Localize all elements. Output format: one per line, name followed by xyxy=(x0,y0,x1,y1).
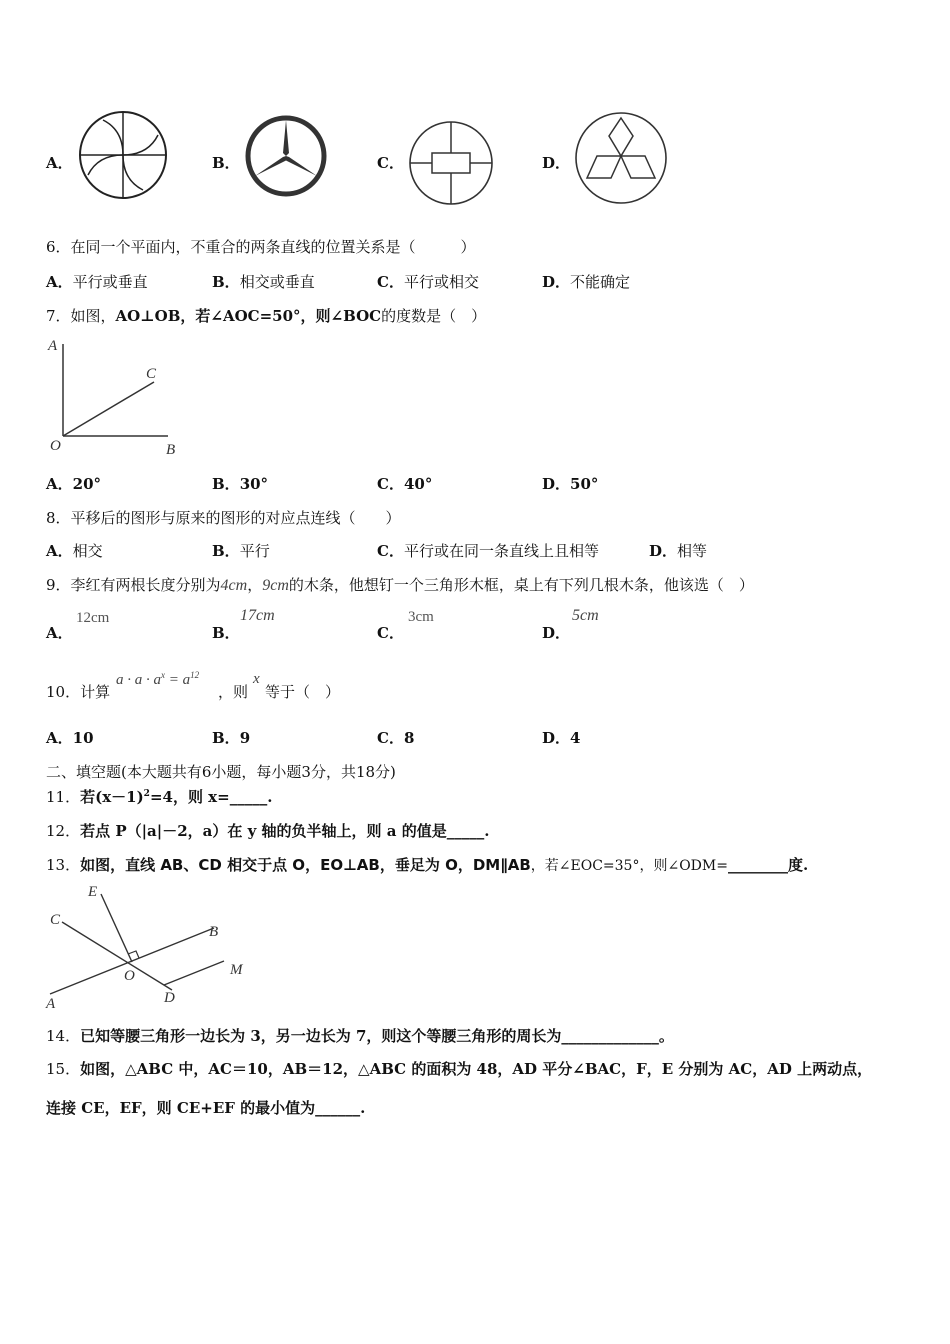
q10-option-b xyxy=(212,727,250,748)
q13-c2: ， xyxy=(457,856,473,874)
q8-option-d xyxy=(649,540,707,561)
q9-option-d-label: D． xyxy=(542,624,571,642)
q6-option-d-label: D． xyxy=(542,273,571,291)
q10-num: 10．计算 xyxy=(46,683,111,701)
q10-option-a-text: 10 xyxy=(72,729,94,747)
q14-text: 已知等腰三角形一边长为 3，另一边长为 7，则这个等腰三角形的周长为 xyxy=(80,1027,562,1045)
q9-option-c-label: C． xyxy=(377,624,404,642)
q13-eo-ab: EO⊥AB xyxy=(320,856,380,874)
q9-stem-a: 9．李红有两根长度分别为 xyxy=(46,576,221,594)
section-heading: 二、填空题(本大题共有6小题，每小题3分，共18分) xyxy=(46,763,396,781)
q7-option-d-label: D． xyxy=(542,475,571,493)
q10-option-a xyxy=(46,727,94,748)
q8-option-d-label: D． xyxy=(649,542,678,560)
q11-num: 11． xyxy=(46,788,81,806)
q7-label-b: B xyxy=(166,442,176,458)
q13-line-eo xyxy=(101,894,132,962)
q15-line1 xyxy=(46,1058,872,1079)
q10-expr-exp2: 12 xyxy=(190,670,200,680)
q13-o2: O xyxy=(445,856,458,874)
q10-option-a-label: A． xyxy=(46,729,73,747)
q8-option-b xyxy=(212,540,270,561)
q13-end: 度. xyxy=(787,856,809,874)
q10-option-c-label: C． xyxy=(377,729,404,747)
q13-ab-cd: AB、CD xyxy=(160,856,222,874)
q13-label-o: O xyxy=(124,968,135,984)
q10-var: x xyxy=(253,671,260,687)
q9-sep: ， xyxy=(247,576,263,594)
q11 xyxy=(46,786,272,807)
q15-end: . xyxy=(360,1099,366,1117)
q11-sup: 2 xyxy=(143,789,150,799)
q15-blank: ______ xyxy=(315,1099,361,1117)
mercedes-star-icon xyxy=(245,115,327,197)
q8-option-c xyxy=(377,540,599,561)
q7-label-a: A xyxy=(48,338,58,354)
q10-option-b-text: 9 xyxy=(239,729,251,747)
q7-option-b xyxy=(212,473,268,494)
q6-option-c xyxy=(377,271,479,292)
q6-option-c-text: 平行或相交 xyxy=(403,273,479,291)
q13-line-dm xyxy=(164,961,224,985)
q9-option-b-text: 17cm xyxy=(240,607,275,624)
q7-option-a-text: 20° xyxy=(72,475,102,493)
q10-expr xyxy=(116,670,199,689)
q8-option-c-label: C． xyxy=(377,542,404,560)
q11-blank: _____ xyxy=(229,788,268,806)
q14-num: 14． xyxy=(46,1027,81,1045)
q12 xyxy=(46,820,489,841)
q6-option-b-label: B． xyxy=(212,273,240,291)
q13-text-a: 如图，直线 xyxy=(80,856,161,874)
q14-blank: _____________ xyxy=(561,1027,659,1045)
q8-option-a xyxy=(46,540,103,561)
q11-a: 若(x－1) xyxy=(80,788,144,806)
q6-option-d xyxy=(542,271,630,292)
q9-stem-b: 的木条，他想钉一个三角形木框，桌上有下列几根木条，他该选（ ） xyxy=(288,576,754,594)
q7-ray-oc xyxy=(63,382,154,436)
q5-option-c-label: C． xyxy=(377,154,404,172)
q10-option-d-text: 4 xyxy=(570,729,581,747)
circle-rectangle-icon xyxy=(408,120,494,206)
q11-b: =4，则 x= xyxy=(149,788,230,806)
q11-end: . xyxy=(267,788,273,806)
q13-blank: ________ xyxy=(727,856,788,874)
q6-option-d-text: 不能确定 xyxy=(570,273,631,291)
q13-text-b: 相交于点 xyxy=(221,856,293,874)
q9-option-a-text: 12cm xyxy=(76,610,110,626)
q13-c1: ， xyxy=(305,856,321,874)
q10-option-c-text: 8 xyxy=(403,729,415,747)
q12-text: 若点 P（|a|－2，a）在 y 轴的负半轴上，则 a 的值是 xyxy=(80,822,447,840)
q9-len2: 9cm xyxy=(262,577,289,594)
q7-option-b-label: B． xyxy=(212,475,240,493)
q12-blank: _____ xyxy=(446,822,485,840)
q7-option-c xyxy=(377,473,432,494)
q10-mid: ，则 xyxy=(218,683,249,701)
q13-o: O xyxy=(292,856,306,874)
q8-option-a-text: 相交 xyxy=(72,542,103,560)
q13-label-c: C xyxy=(50,912,61,928)
q7-option-a-label: A． xyxy=(46,475,73,493)
q8-stem: 8．平移后的图形与原来的图形的对应点连线（ ） xyxy=(46,509,401,527)
q13-num: 13． xyxy=(46,856,81,874)
q10-expr-eq: = a xyxy=(165,672,191,688)
q13-text-d: ，若∠EOC=35°，则∠ODM= xyxy=(530,858,728,874)
q14 xyxy=(46,1025,674,1046)
q9-option-b-label: B． xyxy=(212,624,240,642)
q8-option-c-text: 平行或在同一条直线上且相等 xyxy=(403,542,599,560)
q5-option-a-label: A． xyxy=(46,154,73,172)
q7-num: 7．如图， xyxy=(46,307,116,325)
q10-option-d-label: D． xyxy=(542,729,571,747)
q10-option-b-label: B． xyxy=(212,729,240,747)
q9-option-d-text: 5cm xyxy=(572,607,599,624)
q7-option-b-text: 30° xyxy=(239,475,269,493)
q5-option-d-label: D． xyxy=(542,154,571,172)
q7-stem-end: 的度数是（ ） xyxy=(381,307,487,325)
q7-stem-bold: AO⊥OB，若∠AOC=50°，则∠BOC xyxy=(115,307,382,325)
q9-option-c-text: 3cm xyxy=(408,609,434,625)
q7-option-a xyxy=(46,473,101,494)
q13-text-c: ，垂足为 xyxy=(379,856,446,874)
q9-option-a-label: A． xyxy=(46,624,73,642)
q6-option-a xyxy=(46,271,148,292)
q10-expr-base: a · a · a xyxy=(116,672,161,688)
q15-line2 xyxy=(46,1097,365,1118)
q15-line1-text: 如图，△ABC 中，AC＝10，AB＝12，△ABC 的面积为 48，AD 平分∠BAC，F，E 分别为 AC，AD 上两动点， xyxy=(80,1060,873,1078)
q7-option-d xyxy=(542,473,598,494)
q12-end: . xyxy=(484,822,490,840)
q13-label-a: A xyxy=(46,996,56,1012)
q6-option-b-text: 相交或垂直 xyxy=(239,273,315,291)
q13-label-d: D xyxy=(164,990,175,1006)
pinwheel-circle-icon xyxy=(78,110,168,200)
q6-option-c-label: C． xyxy=(377,273,404,291)
q12-num: 12． xyxy=(46,822,81,840)
q6-option-b xyxy=(212,271,315,292)
q5-option-b-label: B． xyxy=(212,154,240,172)
q8-option-b-text: 平行 xyxy=(239,542,270,560)
q9-len1: 4cm xyxy=(220,577,248,594)
q7-option-d-text: 50° xyxy=(570,475,599,493)
q13-label-b: B xyxy=(209,924,219,940)
q13 xyxy=(46,854,808,875)
q10-end: 等于（ ） xyxy=(265,683,341,701)
q8-option-a-label: A． xyxy=(46,542,73,560)
q15-line2-text: 连接 CE，EF，则 CE+EF 的最小值为 xyxy=(46,1099,316,1117)
q13-line-cd xyxy=(62,922,172,990)
q7-stem xyxy=(46,305,486,326)
q8-option-b-label: B． xyxy=(212,542,240,560)
q13-label-e: E xyxy=(88,884,98,900)
q7-angle-figure xyxy=(46,336,186,460)
q9-stem xyxy=(46,574,754,595)
three-diamonds-icon xyxy=(573,112,669,204)
q10-option-d xyxy=(542,727,580,748)
q8-option-d-text: 相等 xyxy=(677,542,708,560)
q14-end: 。 xyxy=(658,1027,674,1045)
q10-option-c xyxy=(377,727,414,748)
q6-stem: 6．在同一个平面内，不重合的两条直线的位置关系是（ ） xyxy=(46,238,476,256)
q13-label-m: M xyxy=(230,962,243,978)
q6-option-a-label: A． xyxy=(46,273,73,291)
q7-option-c-label: C． xyxy=(377,475,404,493)
q10-expr-exp: x xyxy=(161,670,165,680)
q13-dm-ab: DM∥AB xyxy=(472,856,531,874)
q7-option-c-text: 40° xyxy=(403,475,433,493)
q7-label-o: O xyxy=(50,438,61,454)
q15-num: 15． xyxy=(46,1060,81,1078)
q13-intersecting-lines-figure xyxy=(44,882,258,1012)
q7-label-c: C xyxy=(146,366,157,382)
q6-option-a-text: 平行或垂直 xyxy=(72,273,148,291)
